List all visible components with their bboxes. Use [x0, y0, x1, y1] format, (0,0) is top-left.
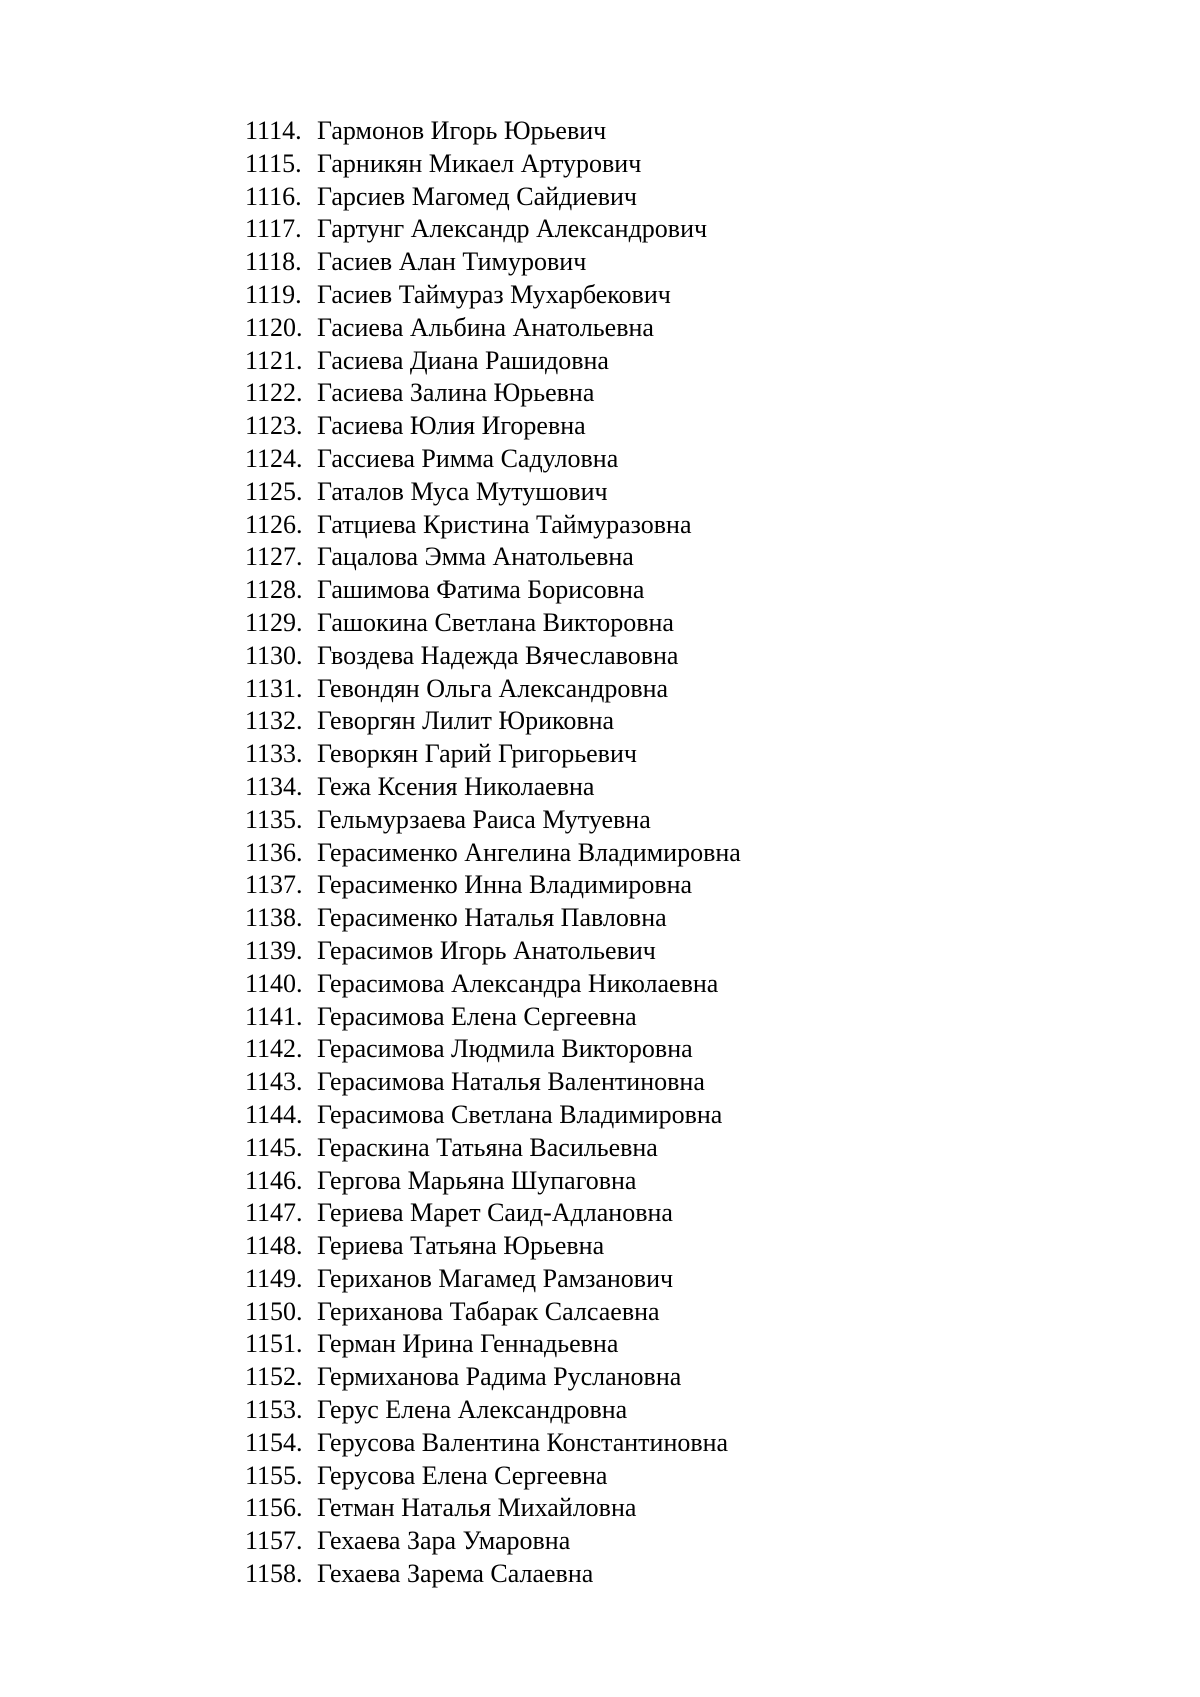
list-item [245, 869, 741, 902]
entry-name: Гасиев Алан Тимурович [317, 247, 587, 277]
entry-name: Герасимова Светлана Владимировна [317, 1099, 723, 1129]
list-item [245, 1558, 741, 1591]
entry-name: Гарникян Микаел Артурович [317, 148, 642, 178]
entry-name: Гарсиев Магомед Сайдиевич [317, 181, 637, 211]
entry-number: 1134. [245, 771, 303, 801]
entry-number: 1122. [245, 378, 303, 408]
list-item [245, 213, 741, 246]
entry-name: Герасимова Александра Николаевна [317, 968, 719, 998]
entry-name: Герусова Валентина Константиновна [317, 1427, 729, 1457]
entry-number: 1146. [245, 1165, 303, 1195]
entry-name: Гераскина Татьяна Васильевна [317, 1132, 658, 1162]
entry-name: Гаталов Муса Мутушович [317, 476, 608, 506]
entry-number: 1138. [245, 903, 303, 933]
list-item [245, 1132, 741, 1165]
entry-number: 1123. [245, 411, 303, 441]
entry-number: 1139. [245, 935, 303, 965]
entry-number: 1114. [245, 116, 302, 145]
list-item [245, 279, 741, 312]
entry-name: Гартунг Александр Александрович [317, 214, 708, 244]
entry-number: 1124. [245, 443, 303, 473]
entry-number: 1150. [245, 1296, 303, 1326]
list-item [245, 1296, 741, 1329]
list-item [245, 1001, 741, 1034]
list-item [245, 1328, 741, 1361]
entry-number: 1126. [245, 509, 303, 539]
entry-name: Герасимова Наталья Валентиновна [317, 1067, 705, 1097]
entry-name: Гассиева Римма Садуловна [317, 443, 619, 473]
entry-name: Гевондян Ольга Александровна [317, 673, 669, 703]
list-item [245, 115, 741, 148]
entry-number: 1155. [245, 1460, 303, 1490]
entry-number: 1129. [245, 607, 303, 637]
entry-number: 1117. [245, 214, 302, 244]
entry-name: Гериева Марет Саид-Адлановна [317, 1198, 673, 1228]
entry-number: 1156. [245, 1493, 303, 1523]
entry-number: 1118. [245, 247, 302, 277]
entry-name: Гасиева Диана Рашидовна [317, 345, 609, 375]
entry-name: Гашимова Фатима Борисовна [317, 575, 645, 605]
name-list [245, 115, 741, 1591]
list-item [245, 246, 741, 279]
list-item [245, 1460, 741, 1493]
entry-name: Гацалова Эмма Анатольевна [317, 542, 634, 572]
entry-number: 1116. [245, 181, 302, 211]
list-item [245, 476, 741, 509]
list-item [245, 804, 741, 837]
entry-number: 1135. [245, 804, 303, 834]
entry-name: Гежа Ксения Николаевна [317, 771, 595, 801]
entry-number: 1133. [245, 739, 303, 769]
entry-name: Герасимов Игорь Анатольевич [317, 935, 656, 965]
entry-name: Герусова Елена Сергеевна [317, 1460, 608, 1490]
entry-name: Гвоздева Надежда Вячеславовна [317, 640, 679, 670]
list-item [245, 640, 741, 673]
entry-number: 1145. [245, 1132, 303, 1162]
entry-name: Гатциева Кристина Таймуразовна [317, 509, 692, 539]
entry-number: 1119. [245, 279, 302, 309]
list-item [245, 1525, 741, 1558]
entry-name: Гериханова Табарак Салсаевна [317, 1296, 660, 1326]
entry-name: Гехаева Зарема Салаевна [317, 1559, 594, 1589]
entry-name: Гасиева Залина Юрьевна [317, 378, 595, 408]
list-item [245, 1099, 741, 1132]
entry-number: 1154. [245, 1427, 303, 1457]
list-item [245, 1033, 741, 1066]
entry-number: 1137. [245, 870, 303, 900]
entry-number: 1141. [245, 1001, 303, 1031]
entry-name: Герман Ирина Геннадьевна [317, 1329, 619, 1359]
entry-number: 1149. [245, 1263, 303, 1293]
entry-number: 1147. [245, 1198, 303, 1228]
list-item [245, 1263, 741, 1296]
entry-name: Герасимова Людмила Викторовна [317, 1034, 693, 1064]
list-item [245, 443, 741, 476]
entry-name: Гельмурзаева Раиса Мутуевна [317, 804, 651, 834]
entry-number: 1153. [245, 1395, 303, 1425]
list-item [245, 968, 741, 1001]
entry-number: 1121. [245, 345, 303, 375]
list-item [245, 1066, 741, 1099]
list-item [245, 1165, 741, 1198]
entry-number: 1151. [245, 1329, 303, 1359]
list-item [245, 935, 741, 968]
entry-name: Гасиева Альбина Анатольевна [317, 312, 654, 342]
entry-name: Гашокина Светлана Викторовна [317, 607, 674, 637]
entry-name: Гермиханова Радима Руслановна [317, 1362, 682, 1392]
list-item [245, 541, 741, 574]
entry-name: Геворгян Лилит Юриковна [317, 706, 615, 736]
entry-name: Герус Елена Александровна [317, 1395, 628, 1425]
list-item [245, 607, 741, 640]
entry-number: 1127. [245, 542, 303, 572]
entry-number: 1152. [245, 1362, 303, 1392]
entry-name: Гергова Марьяна Шупаговна [317, 1165, 637, 1195]
list-item [245, 1492, 741, 1525]
entry-name: Геворкян Гарий Григорьевич [317, 739, 637, 769]
entry-name: Герасимова Елена Сергеевна [317, 1001, 637, 1031]
list-item [245, 148, 741, 181]
list-item [245, 738, 741, 771]
list-item [245, 410, 741, 443]
entry-number: 1130. [245, 640, 303, 670]
entry-name: Герасименко Наталья Павловна [317, 903, 667, 933]
list-item [245, 673, 741, 706]
entry-name: Гармонов Игорь Юрьевич [317, 116, 607, 145]
list-item [245, 1427, 741, 1460]
entry-number: 1128. [245, 575, 303, 605]
list-item [245, 1230, 741, 1263]
entry-number: 1115. [245, 148, 302, 178]
entry-name: Гетман Наталья Михайловна [317, 1493, 637, 1523]
entry-number: 1140. [245, 968, 303, 998]
list-item [245, 377, 741, 410]
list-item [245, 312, 741, 345]
entry-name: Гехаева Зара Умаровна [317, 1526, 571, 1556]
entry-number: 1158. [245, 1559, 303, 1589]
entry-name: Гериева Татьяна Юрьевна [317, 1231, 605, 1261]
list-item [245, 902, 741, 935]
entry-number: 1148. [245, 1231, 303, 1261]
entry-number: 1157. [245, 1526, 303, 1556]
list-item [245, 181, 741, 214]
entry-number: 1131. [245, 673, 303, 703]
list-item [245, 771, 741, 804]
entry-number: 1143. [245, 1067, 303, 1097]
entry-name: Гериханов Магамед Рамзанович [317, 1263, 674, 1293]
entry-number: 1120. [245, 312, 303, 342]
entry-number: 1136. [245, 837, 303, 867]
entry-number: 1125. [245, 476, 303, 506]
entry-number: 1144. [245, 1099, 303, 1129]
entry-name: Гасиев Таймураз Мухарбекович [317, 279, 671, 309]
entry-number: 1142. [245, 1034, 303, 1064]
list-item [245, 1394, 741, 1427]
entry-name: Герасименко Инна Владимировна [317, 870, 693, 900]
list-item [245, 1361, 741, 1394]
list-item [245, 345, 741, 378]
list-item [245, 837, 741, 870]
list-item [245, 509, 741, 542]
entry-name: Гасиева Юлия Игоревна [317, 411, 586, 441]
list-item [245, 574, 741, 607]
list-item [245, 1197, 741, 1230]
entry-name: Герасименко Ангелина Владимировна [317, 837, 741, 867]
entry-number: 1132. [245, 706, 303, 736]
list-item [245, 705, 741, 738]
